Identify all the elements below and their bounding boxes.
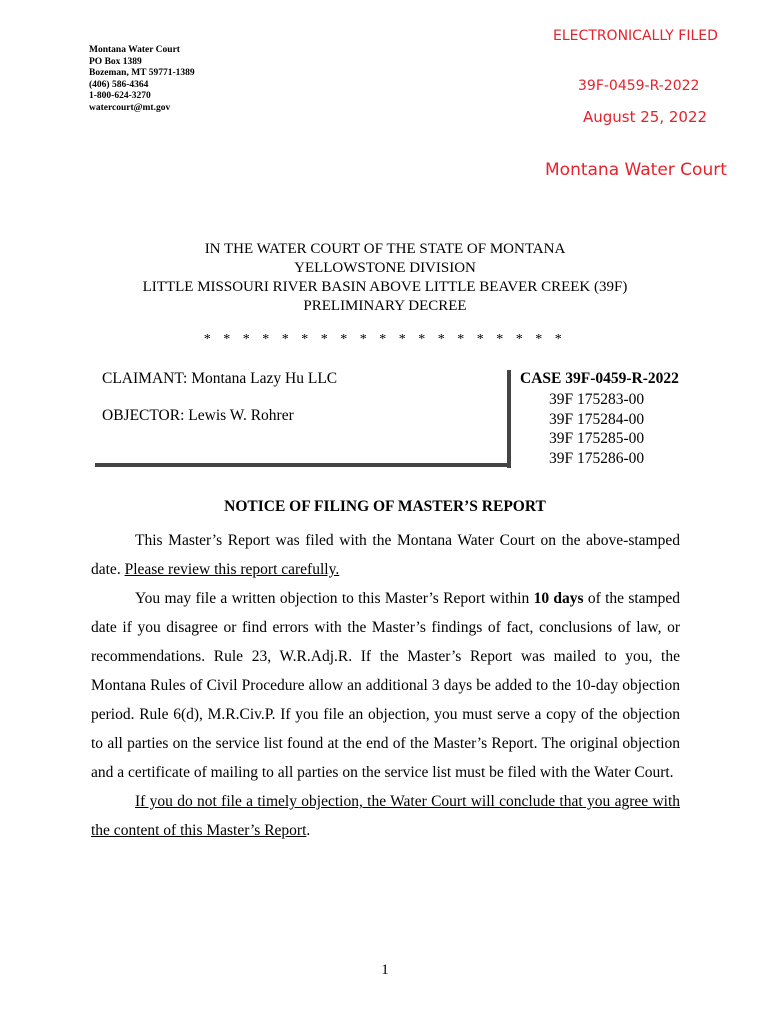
caption-divider-horizontal: [95, 463, 511, 467]
notice-paragraph: [91, 787, 680, 845]
notice-title: NOTICE OF FILING OF MASTER’S REPORT: [224, 498, 546, 515]
filing-stamp-court: Montana Water Court: [545, 160, 727, 180]
paragraph-text: .: [306, 822, 311, 839]
filing-stamp-case: 39F-0459-R-2022: [578, 78, 700, 94]
asterisk-separator: * * * * * * * * * * * * * * * * * * *: [203, 332, 567, 347]
case-number-title: CASE 39F-0459-R-2022: [520, 370, 679, 387]
paragraph-text: You may file a written objection to this Master’s Report within: [135, 590, 534, 607]
claimant-line: CLAIMANT: Montana Lazy Hu LLC: [102, 370, 338, 387]
caption-divider-vertical: [507, 370, 511, 468]
objector-line: OBJECTOR: Lewis W. Rohrer: [102, 407, 294, 424]
caption-line: LITTLE MISSOURI RIVER BASIN ABOVE LITTLE BEAVER CREEK (39F): [142, 279, 628, 295]
caption-line: YELLOWSTONE DIVISION: [294, 260, 476, 276]
notice-paragraph: [91, 584, 680, 787]
paragraph-text: of the stamped date if you disagree or find errors with the Master’s findings of fact, conclusions of law, or recommendations. Rule 23, W.R.Adj.R. If the Master’s Report was mailed to you, the Montana Rules of Civil Procedure allow an additional 3 days be added to the 10-day objection period. Rule 6(d), M.R.Civ.P. If you file an objection, you must serve a copy of the objection to all parties on the service list found at the end of the Master’s Report. The original objection and a certificate of mailing to all parties on the service list must be filed with the Water Court.: [91, 590, 680, 781]
caption-line: PRELIMINARY DECREE: [303, 298, 467, 314]
case-caption: [0, 240, 770, 316]
caption-line: IN THE WATER COURT OF THE STATE OF MONTANA: [204, 241, 566, 257]
paragraph-text: This Master’s Report was filed with the Montana Water Court on the above-stamped date.: [91, 532, 680, 578]
court-address-block: [89, 45, 195, 115]
claim-number: 39F 175284-00: [549, 410, 645, 428]
address-line: 1-800-624-3270: [89, 91, 151, 102]
deadline-emphasis: 10 days: [533, 590, 584, 607]
page-number: 1: [381, 962, 389, 978]
notice-body: [91, 526, 680, 845]
address-line: watercourt@mt.gov: [89, 102, 171, 113]
filing-stamp-status: ELECTRONICALLY FILED: [553, 28, 718, 44]
claim-number-list: [549, 390, 644, 468]
filing-stamp-date: August 25, 2022: [583, 108, 708, 126]
claim-number: 39F 175286-00: [549, 449, 645, 467]
claim-number: 39F 175285-00: [549, 430, 645, 447]
notice-paragraph: [91, 526, 680, 584]
consequence-warning: If you do not file a timely objection, the Water Court will conclude that you agree with the content of this Master’s Report: [91, 793, 680, 839]
address-line: (406) 586-4364: [89, 79, 149, 90]
claim-number: 39F 175283-00: [549, 391, 645, 408]
address-line: PO Box 1389: [89, 56, 142, 67]
address-line: Bozeman, MT 59771-1389: [89, 68, 195, 79]
address-line: Montana Water Court: [89, 45, 180, 55]
review-instruction: Please review this report carefully.: [124, 561, 340, 578]
